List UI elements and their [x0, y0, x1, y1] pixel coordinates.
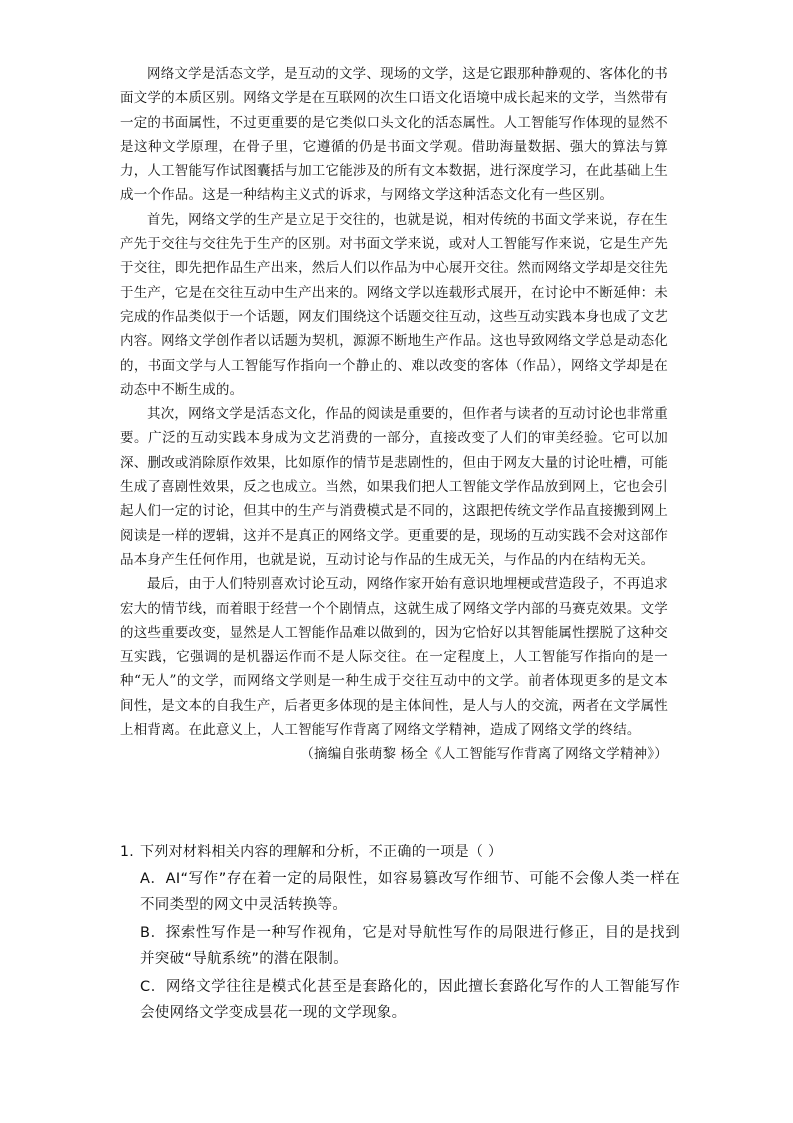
passage-paragraph-2: 首先，网络文学的生产是立足于交往的，也就是说，相对传统的书面文学来说，存在生产先于交往与交往先于生产的区别。对书面文学来说，或对人工智能写作来说，它是生产先于交往，即先把作品生产出来，然后人们以作品为中心展开交往。然而网络文学却是交往先于生产，它是在交往互动中生产出来的。网络文学以连载形式展开，在讨论中不断延伸：未完成的作品类似于一个话题，网友们围绕这个话题交往互动，这些互动实践本身也成了文艺内容。网络文学创作者以话题为契机，源源不断地生产作品。这也导致网络文学总是动态化的，书面文学与人工智能写作指向一个静止的、难以改变的客体（作品），网络文学却是在动态中不断生成的。	[120, 211, 668, 398]
option-c[interactable]: C．网络文学往往是模式化甚至是套路化的，因此擅长套路化写作的人工智能写作会使网络文学变成昙花一现的文学现象。	[140, 979, 680, 1021]
passage-paragraph-1: 网络文学是活态文学，是互动的文学、现场的文学，这是它跟那种静观的、客体化的书面文学的本质区别。网络文学是在互联网的次生口语文化语境中成长起来的文学，当然带有一定的书面属性，不过更重要的是它类似口头文化的活态属性。人工智能写作体现的显然不是这种文学原理，在骨子里，它遵循的仍是书面文学观。借助海量数据、强大的算法与算力，人工智能写作试图囊括与加工它能涉及的所有文本数据，进行深度学习，在此基础上生成一个作品。这是一种结构主义式的诉求，与网络文学这种活态文化有一些区别。	[120, 66, 668, 204]
option-a[interactable]: A．AI“写作”存在着一定的局限性，如容易篡改写作细节、可能不会像人类一样在不同类型的网文中灵活转换等。	[140, 871, 680, 913]
option-b[interactable]: B．探索性写作是一种写作视角，它是对导航性写作的局限进行修正，目的是找到并突破“导航系统”的潜在限制。	[140, 925, 680, 967]
question-block	[120, 840, 680, 1026]
passage-paragraph-4: 最后，由于人们特别喜欢讨论互动，网络作家开始有意识地埋梗或营造段子，不再追求宏大的情节线，而着眼于经营一个个剧情点，这就生成了网络文学内部的马赛克效果。文学的这些重要改变，显然是人工智能作品难以做到的，因为它恰好以其智能属性摆脱了这种交互实践，它强调的是机器运作而不是人际交往。在一定程度上，人工智能写作指向的是一种“无人”的文学，而网络文学则是一种生成于交往互动中的文学。前者体现更多的是文本间性，是文本的自我生产，后者更多体现的是主体间性，是人与人的交流，两者在文学属性上相背离。在此意义上，人工智能写作背离了网络文学精神，造成了网络文学的终结。	[120, 576, 668, 739]
question-number: 1.	[120, 844, 134, 860]
question-stem	[120, 840, 680, 864]
passage-source: （摘编自张萌黎 杨全《人工智能写作背离了网络文学精神》）	[300, 746, 668, 763]
passage-paragraph-3: 其次，网络文学是活态文化，作品的阅读是重要的，但作者与读者的互动讨论也非常重要。广泛的互动实践本身成为文艺消费的一部分，直接改变了人们的审美经验。它可以加深、删改或消除原作效果，比如原作的情节是悲剧性的，但由于网友大量的讨论吐槽，可能生成了喜剧性效果，反之也成立。当然，如果我们把人工智能文学作品放到网上，它也会引起人们一定的讨论，但其中的生产与消费模式是不同的，这跟把传统文学作品直接搬到网上阅读是一样的逻辑，这并不是真正的网络文学。更重要的是，现场的互动实践不会对这部作品本身产生任何作用，也就是说，互动讨论与作品的生成无关，与作品的内在结构无关。	[120, 406, 668, 568]
question-text: 下列对材料相关内容的理解和分析，不正确的一项是（ ）	[140, 844, 503, 860]
reading-passage	[120, 62, 668, 767]
